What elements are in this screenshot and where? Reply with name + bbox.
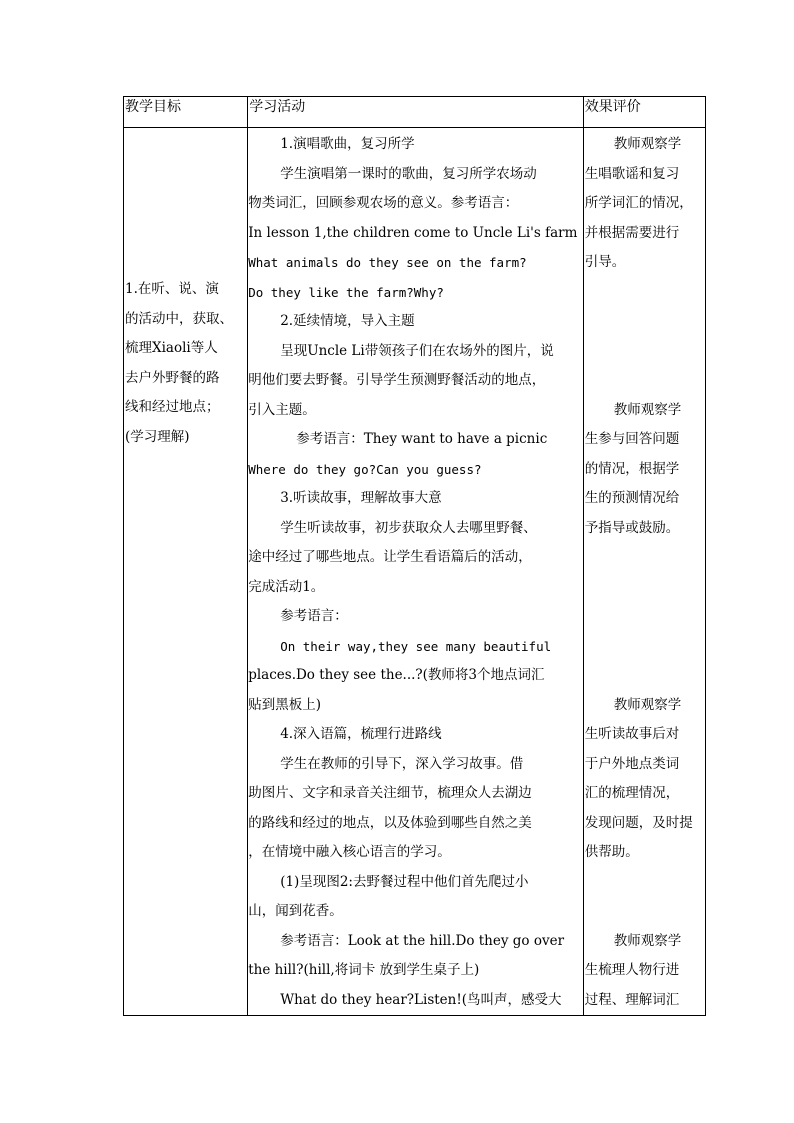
evaluation-line: 生参与回答问题	[584, 431, 680, 447]
header-evaluation	[583, 97, 705, 128]
goal-line: 1.在听、说、演	[125, 281, 219, 297]
activity-line: 引入主题。	[248, 401, 316, 418]
evaluation-line: 教师观察学	[613, 401, 682, 418]
evaluation-line	[584, 661, 705, 691]
evaluation-line	[584, 632, 705, 662]
evaluation-line: 汇的梳理情况，	[584, 785, 680, 801]
evaluation-line: 生听读故事后对	[584, 726, 680, 742]
table-header-row	[124, 97, 706, 128]
evaluation-line: 生梳理人物行进	[584, 962, 680, 978]
activity-line: (1)呈现图2:去野餐过程中他们首先爬过小	[280, 873, 529, 890]
table-body-row	[124, 128, 706, 1016]
activity-line: 的路线和经过的地点，以及体验到哪些自然之美	[248, 814, 532, 831]
activity-line: 参考语言：Look at the hill.Do they go over	[280, 932, 565, 949]
activity-line: In lesson 1,the children come to Uncle Li's farm	[248, 224, 578, 241]
evaluation-line: 于户外地点类词	[584, 755, 680, 772]
evaluation-line	[584, 366, 705, 396]
activity-line: 途中经过了哪些地点。让学生看语篇后的活动，	[248, 549, 532, 565]
activity-line: 山，闻到花香。	[248, 903, 343, 919]
evaluation-line	[584, 602, 705, 632]
goal-text	[124, 275, 247, 452]
evaluation-line: 教师观察学	[613, 696, 682, 713]
goal-line: 的活动中，获取、	[125, 310, 233, 327]
activity-line: 贴到黑板上)	[248, 696, 321, 713]
evaluation-line: 教师观察学	[613, 136, 682, 152]
header-label: 教学目标	[125, 99, 181, 115]
header-teaching-goal	[124, 97, 248, 128]
evaluation-line: 予指导或鼓励。	[584, 519, 680, 536]
evaluation-line: 所学词汇的情况，	[584, 195, 693, 211]
activity-line: the hill?(hill,将词卡 放到学生桌子上)	[248, 962, 480, 978]
evaluation-line	[584, 868, 705, 898]
activity-line: 学生在教师的引导下，深入学习故事。借	[280, 755, 524, 772]
evaluation-line: 并根据需要进行	[584, 224, 680, 241]
evaluation-line	[584, 543, 705, 573]
activity-line: On their way,they see many beautiful	[280, 638, 552, 654]
evaluation-line	[584, 573, 705, 603]
activity-line: 物类词汇，回顾参观农场的意义。参考语言：	[248, 195, 519, 211]
activity-line: places.Do they see the...?(教师将3个地点词汇	[248, 667, 545, 683]
evaluation-line: 生唱歌谣和复习	[584, 165, 680, 182]
activity-line: What animals do they see on the farm?	[248, 255, 527, 270]
evaluation-line: 过程、理解词汇	[584, 991, 680, 1008]
activity-cell	[248, 128, 584, 1016]
activity-line: 学生演唱第一课时的歌曲，复习所学农场动	[280, 165, 537, 182]
evaluation-cell	[583, 128, 705, 1016]
evaluation-line	[584, 337, 705, 367]
activity-line: Do they like the farm?Why?	[248, 284, 444, 300]
lesson-plan-table	[123, 96, 706, 1016]
header-learning-activity	[248, 97, 584, 128]
activity-line: 3.听读故事，理解故事大意	[280, 490, 442, 506]
activity-line: ，在情境中融入核心语言的学习。	[248, 844, 451, 860]
goal-line: 去户外野餐的路	[125, 369, 220, 386]
activity-line: 学生听读故事，初步获取众人去哪里野餐、	[280, 519, 537, 536]
evaluation-line	[584, 897, 705, 927]
activity-line: 明他们要去野餐。引导学生预测野餐活动的地点，	[248, 372, 546, 388]
activity-line: Where do they go?Can you guess?	[248, 461, 482, 477]
goal-line: 线和经过地点；	[125, 399, 220, 415]
activity-line: What do they hear?Listen!(鸟叫声，感受大	[280, 991, 562, 1008]
evaluation-line	[584, 307, 705, 337]
activity-line: 1.演唱歌曲，复习所学	[280, 136, 415, 152]
activity-line: 2.延续情境，导入主题	[280, 313, 415, 329]
evaluation-line: 教师观察学	[613, 932, 682, 949]
activity-line: 参考语言：	[280, 608, 348, 624]
activity-text	[248, 130, 583, 1015]
header-label: 学习活动	[249, 99, 306, 115]
evaluation-line: 引导。	[584, 254, 626, 270]
evaluation-line	[584, 278, 705, 308]
activity-line: 助图片、文字和录音关注细节，梳理众人去湖边	[248, 785, 532, 801]
evaluation-line: 的情况，根据学	[584, 460, 680, 477]
evaluation-text	[584, 130, 705, 1015]
header-label: 效果评价	[584, 99, 641, 115]
activity-line: 呈现Uncle Li带领孩子们在农场外的图片，说	[280, 342, 554, 359]
goal-cell	[124, 128, 248, 1016]
activity-line: 4.深入语篇，梳理行进路线	[280, 726, 442, 742]
evaluation-line: 生的预测情况给	[584, 490, 680, 506]
activity-line: 完成活动1。	[248, 578, 325, 595]
evaluation-line: 发现问题，及时提	[584, 814, 693, 831]
activity-line: 参考语言：They want to have a picnic	[296, 431, 548, 447]
evaluation-line: 供帮助。	[584, 844, 639, 860]
goal-line: 梳理Xiaoli等人	[125, 340, 218, 356]
goal-line: (学习理解)	[125, 428, 190, 445]
